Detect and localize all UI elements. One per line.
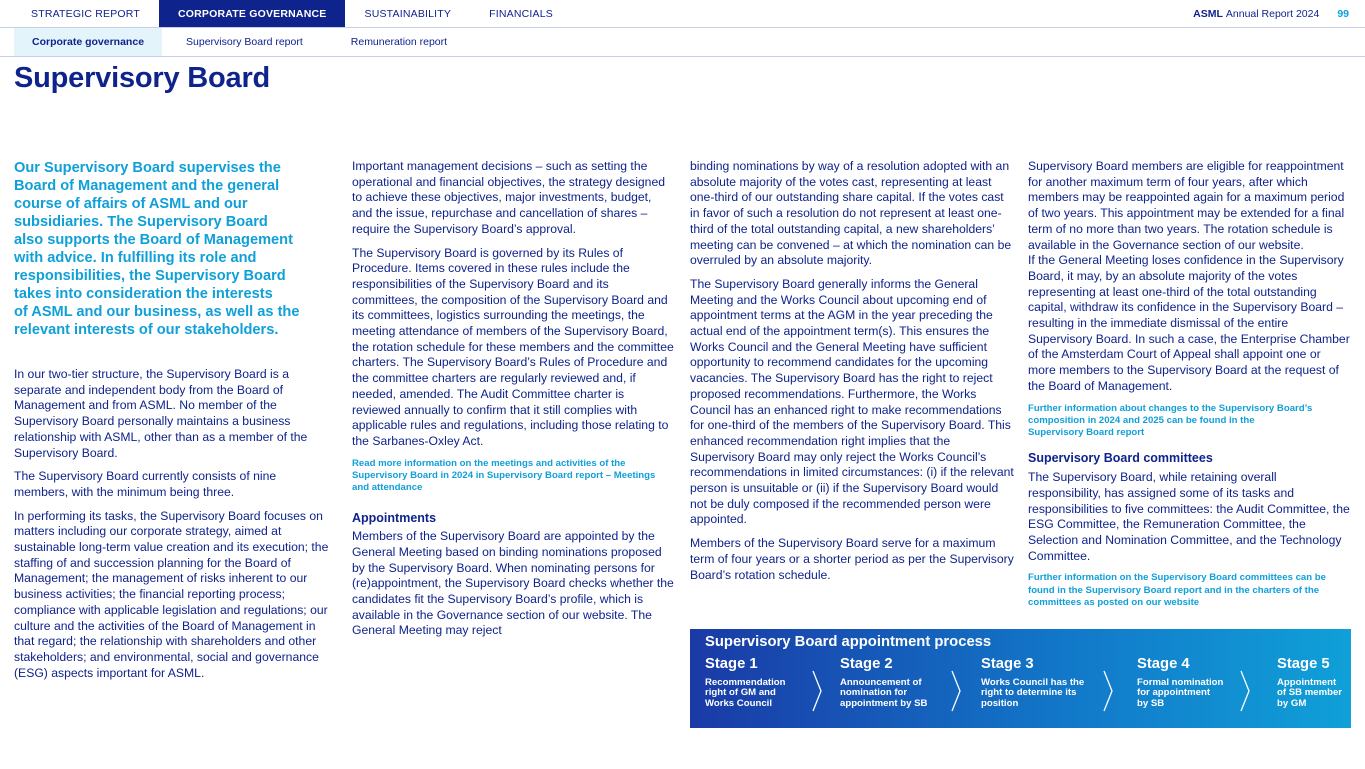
column-4: [1028, 159, 1350, 621]
stage-desc-line: appointment by SB: [840, 697, 928, 709]
link-line[interactable]: committees as posted on our website: [1028, 596, 1200, 608]
column-2: [352, 159, 674, 647]
subnav-corporate-governance[interactable]: Corporate governance: [14, 28, 162, 56]
body-paragraph: The Supervisory Board currently consists of nine members, with the minimum being three.: [14, 469, 277, 499]
tab-strategic-report[interactable]: STRATEGIC REPORT: [31, 7, 140, 20]
top-navigation: [0, 0, 1365, 28]
stage-desc-line: Works Council has the: [981, 677, 1085, 688]
tab-financials[interactable]: FINANCIALS: [489, 7, 553, 20]
meetings-attendance-link[interactable]: [352, 458, 674, 495]
lead-line: also supports the Board of Management: [14, 232, 293, 248]
lead-line: relevant interests of our stakeholders.: [14, 322, 279, 338]
subnav-remuneration-report[interactable]: Remuneration report: [350, 36, 448, 48]
committees-link[interactable]: [1028, 572, 1350, 609]
link-line[interactable]: and attendance: [352, 482, 423, 494]
column-3: [690, 159, 1014, 591]
stage-desc-line: Formal nomination: [1137, 677, 1224, 688]
stage-desc-line: Appointment: [1277, 677, 1337, 688]
stage-description: [981, 678, 1084, 709]
sub-navigation: [0, 28, 1365, 57]
stage-name: Stage 1: [705, 656, 758, 672]
stage-name: Stage 2: [840, 656, 893, 672]
body-paragraph: Supervisory Board members are eligible for reappointment for another maximum term of four years, after which members may be reappointed again for a maximum period of two years. This appointment may be extended for a final term of no more than two years. The rotation schedule is available in the Governance section of our website.: [1028, 159, 1345, 252]
stage-desc-line: by SB: [1137, 697, 1165, 709]
stage-desc-line: right to determine its: [981, 687, 1077, 699]
link-line[interactable]: Supervisory Board in 2024 in Supervisory Board report – Meetings: [352, 469, 656, 481]
chevron-right-icon: [1101, 669, 1115, 713]
body-paragraph: The Supervisory Board generally informs the General Meeting and the Works Council about upcoming end of appointment terms at the AGM in the year preceding the actual end of the appointment term(s). This ensures the Works Council and the General Meeting have sufficient opportunity to recommend candidates for the upcoming vacancies. The Supervisory Board has the right to reject proposed recommendations. Furthermore, the Works Council has an enhanced right to make recommendations for one-third of the members of the Supervisory Board. This enhanced recommendation right implies that the Supervisory Board may only reject the Works Council’s recommendations in limited circumstances: (i) if the relevant person is unsuitable or (ii) if the Supervisory Board would not be duly composed if the recommended person were appointed.: [690, 276, 1014, 527]
stage-description: [1277, 678, 1342, 709]
lead-paragraph: [14, 159, 332, 339]
body-paragraph: In performing its tasks, the Supervisory Board focuses on matters including our corporate strategy, aimed at sustainable long-term value creation and its execution; the staffing of and succession planning for the Board of Management; the management of risks inherent to our business activities; the financial reporting process; compliance with applicable legislation and regulations; our culture and the activities of the Board of Management in that regard; the relationship with shareholders and other stakeholders; and environmental, social and governance (ESG) aspects important for ASML.: [14, 508, 329, 680]
lead-line: Our Supervisory Board supervises the: [14, 160, 281, 176]
stage-4: [1137, 656, 1223, 709]
body-paragraph: Important management decisions – such as setting the operational and financial objectives, the strategy designed to achieve these objectives, major investments, budget, and the issue, repurchase and cancellation of shares – require the Supervisory Board’s approval.: [352, 159, 666, 236]
lead-line: course of affairs of ASML and our: [14, 196, 248, 212]
stage-desc-line: position: [981, 697, 1019, 709]
link-line[interactable]: composition in 2024 and 2025 can be found in the: [1028, 414, 1255, 426]
body-paragraph: The Supervisory Board is governed by its Rules of Procedure. Items covered in these rules include the responsibilities of the Supervisory Board and its committees, the composition of the Supervisory Board and its committees, logistics surrounding the meetings, the meeting attendance of members of the Supervisory Board, the rotation schedule for these members and the committee charters. The Supervisory Board’s Rules of Procedure and the committee charters are regularly reviewed and, if needed, amended. The Audit Committee charter is reviewed annually to confirm that it still complies with applicable rules and regulations, including those relating to the Sarbanes-Oxley Act.: [352, 245, 674, 448]
stage-description: [705, 678, 786, 709]
lead-line: of ASML and our business, as well as the: [14, 304, 300, 320]
subnav-supervisory-board-report[interactable]: Supervisory Board report: [186, 36, 303, 48]
stage-description: [1137, 678, 1223, 709]
stage-desc-line: Recommendation: [705, 677, 786, 688]
composition-changes-link[interactable]: [1028, 403, 1350, 440]
brand-name: ASML: [1193, 7, 1223, 20]
report-info: [1193, 0, 1365, 27]
page-number: 99: [1337, 7, 1349, 20]
chevron-right-icon: [949, 669, 963, 713]
chevron-right-icon: [1238, 669, 1252, 713]
process-title: Supervisory Board appointment process: [705, 634, 992, 650]
link-line[interactable]: Further information about changes to the Supervisory Board’s: [1028, 402, 1313, 414]
lead-line: Board of Management and the general: [14, 178, 280, 194]
body-paragraph: The Supervisory Board, while retaining overall responsibility, has assigned some of its tasks and responsibilities to five committees: the Audit Committee, the ESG Committee, the Remuneration Committee, the Selection and Nomination Committee, and the Technology Committee.: [1028, 470, 1350, 563]
body-paragraph: Members of the Supervisory Board serve for a maximum term of four years or a shorter period as per the Supervisory Board’s rotation schedule.: [690, 536, 1014, 582]
body-paragraph: binding nominations by way of a resolution adopted with an absolute majority of the votes cast, representing at least one-third of our outstanding share capital. If the votes cast in favor of such a resolution do not represent at least one-third of the total outstanding capital, a new shareholders’ meeting can be convened – at which the nomination can be overruled by an absolute majority.: [690, 159, 1012, 268]
lead-line: responsibilities, the Supervisory Board: [14, 268, 286, 284]
stage-description: [840, 678, 927, 709]
appointments-heading: Appointments: [352, 510, 437, 525]
body-paragraph: If the General Meeting loses confidence in the Supervisory Board, it may, by an absolute majority of the votes representing at least one-third of the total outstanding capital, withdraw its confidence in the Supervisory Board – resulting in the immediate dismissal of the entire Supervisory Board. In such a case, the Enterprise Chamber of the Amsterdam Court of Appeal shall appoint one or more members to the Supervisory Board at the request of the Board of Management.: [1028, 253, 1350, 393]
link-line[interactable]: found in the Supervisory Board report and in the charters of the: [1028, 584, 1320, 596]
tab-sustainability[interactable]: SUSTAINABILITY: [364, 7, 452, 20]
chevron-right-icon: [810, 669, 824, 713]
stage-desc-line: right of GM and: [705, 687, 776, 699]
appointment-process-box: [690, 629, 1351, 728]
page-title: Supervisory Board: [14, 62, 271, 94]
stage-5: [1277, 656, 1342, 709]
tab-corporate-governance[interactable]: CORPORATE GOVERNANCE: [159, 0, 345, 27]
lead-line: with advice. In fulfilling its role and: [14, 250, 257, 266]
stage-2: [840, 656, 927, 709]
stage-desc-line: by GM: [1277, 697, 1307, 709]
stage-desc-line: of SB member: [1277, 687, 1343, 699]
link-line[interactable]: Read more information on the meetings and activities of the: [352, 457, 626, 469]
stage-name: Stage 3: [981, 656, 1034, 672]
stage-desc-line: Works Council: [705, 697, 772, 709]
committees-heading: Supervisory Board committees: [1028, 451, 1213, 466]
lead-line: subsidiaries. The Supervisory Board: [14, 214, 268, 230]
stage-desc-line: Announcement of: [840, 677, 922, 688]
link-line[interactable]: Further information on the Supervisory Board committees can be: [1028, 572, 1326, 584]
link-line[interactable]: Supervisory Board report: [1028, 427, 1145, 439]
lead-line: takes into consideration the interests: [14, 286, 273, 302]
stage-name: Stage 4: [1137, 656, 1190, 672]
body-paragraph: Members of the Supervisory Board are appointed by the General Meeting based on binding nominations proposed by the Supervisory Board. When nominating persons for (re)appointment, the Supervisory Board checks whether the candidates fit the Supervisory Board’s profile, which is available in the Governance section of our website. The General Meeting may reject: [352, 529, 674, 638]
stage-desc-line: nomination for: [840, 687, 908, 699]
body-paragraph: In our two-tier structure, the Supervisory Board is a separate and independent body from the Board of Management and from ASML. No member of the Supervisory Board personally maintains a business relationship with ASML, other than as a member of the Supervisory Board.: [14, 367, 308, 460]
stage-3: [981, 656, 1084, 709]
stage-1: [705, 656, 786, 709]
column-1: [14, 159, 332, 689]
stage-desc-line: for appointment: [1137, 687, 1211, 699]
stage-name: Stage 5: [1277, 656, 1330, 672]
report-name: Annual Report 2024: [1225, 7, 1320, 20]
